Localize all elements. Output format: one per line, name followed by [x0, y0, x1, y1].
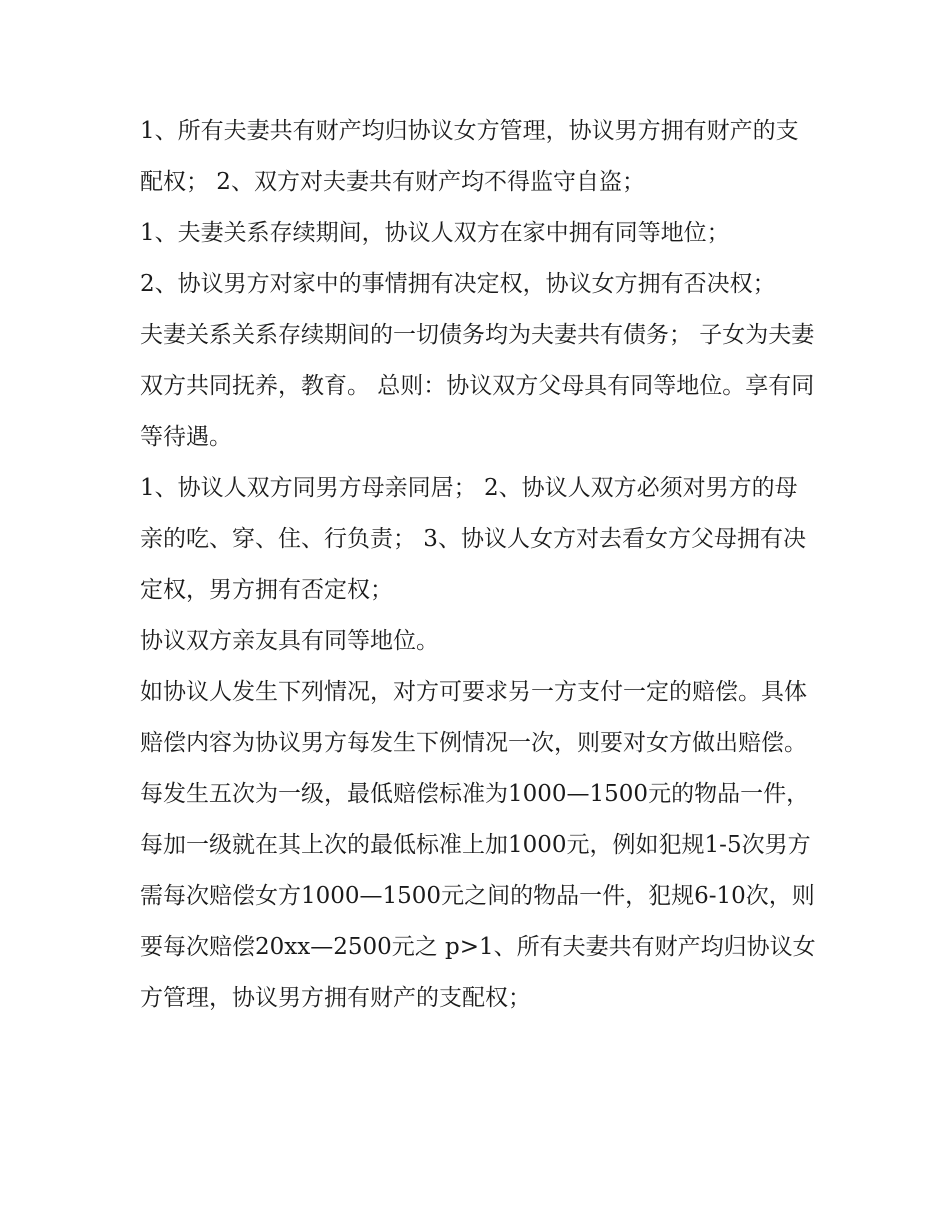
paragraph-decision-rights: 2、协议男方对家中的事情拥有决定权，协议女方拥有否决权；: [140, 271, 776, 297]
paragraph-property-management: 1、所有夫妻共有财产均归协议女方管理，协议男方拥有财产的支配权； 2、双方对夫妻共有财产均不得监守自盗；: [140, 118, 799, 195]
paragraph-equal-status: 1、夫妻关系存续期间，协议人双方在家中拥有同等地位；: [140, 220, 730, 246]
paragraph-compensation: 如协议人发生下列情况，对方可要求另一方支付一定的赔偿。具体赔偿内容为协议男方每发生下例情况一次，则要对女方做出赔偿。每发生五次为一级，最低赔偿标准为1000—1500元的物品一件，每加一级就在其上次的最低标准上加1000元，例如犯规1-5次男方需每次赔偿女方1000—1500元之间的物品一件，犯规6-10次，则要每次赔偿20xx—2500元之 p>1、所有夫妻共有财产均归协议女方管理，协议男方拥有财产的支配权；: [140, 679, 816, 1011]
paragraph-relatives: 协议双方亲友具有同等地位。: [140, 628, 439, 654]
paragraph-debts-and-children: 夫妻关系关系存续期间的一切债务均为夫妻共有债务； 子女为夫妻双方共同抚养，教育。 总则：协议双方父母具有同等地位。享有同等待遇。: [140, 322, 815, 450]
paragraph-parents: 1、协议人双方同男方母亲同居； 2、协议人双方必须对男方的母亲的吃、穿、住、行负责； 3、协议人女方对去看女方父母拥有决定权，男方拥有否定权；: [140, 475, 806, 603]
document-body: [140, 106, 820, 1024]
